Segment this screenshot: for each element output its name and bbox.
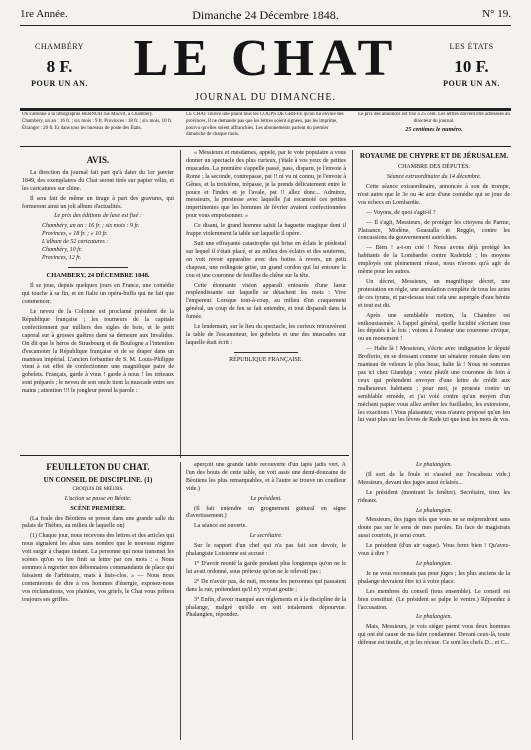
feuilleton-title: FEUILLETON DU CHAT. — [46, 462, 150, 472]
masthead-rule — [20, 108, 511, 111]
lower2-paragraph-5: 1° D'avoir monté la garde pendant plus longtemps qu'on ne le lui avait ordonné, sous prétexte qu'on ne le relevait pas ; — [186, 560, 346, 575]
feuilleton-column-1 — [22, 462, 174, 740]
chypre-subtitle: CHAMBRE DES DÉPUTÉS. — [398, 164, 470, 171]
col2-paragraph-5: Le lendemain, sur le lieu du spectacle, les curieux retrouvèrent la table de l'escamoteur, les gobelets et une des muscades sur laquelle était écrit : — [186, 324, 346, 346]
lower3-paragraph-3: Messieurs, des juges tels que vous ne se méprendront sans doute pas sur le sens de mes paroles. En face de magistrats aussi courtois, je serai court. — [358, 517, 510, 540]
lower3-paragraph-5: Je ne vous reconnais pas pour juges ; les plus anciens de la phalange devraient être ici à votre place. — [358, 570, 510, 585]
feuilleton-setting: L'action se passe en Béotie. — [64, 495, 132, 502]
lower2-paragraph-6: 2° De n'avoir pas, de nuit, reconnu les personnes qui passaient dans la rue, prétendant qu'il n'y voyait goutte ; — [186, 578, 346, 593]
col3-paragraph-5: Un décret, Messieurs, un magnifique décret, une protestation en règle, une annulation complète de tous les actes de ces tyrans, et par-dessus tout cela une aspergée d'eau bénite et tout est dit. — [358, 279, 510, 309]
chambery-paragraph-2: Le neveu de la Colonne est proclamé président de la République française ; les tourneurs de la capitale confectionnent par milliers des sigles de bois, et le petit caporal sur à grosses guêtres dans sa demeure aux Invalides. On dit que le héros de Strasbourg et de Boulogne a l'intention d'escamoter la République française et de se draper dans un manteau impérial. L'ancien forbantier de S. M. Louis-Philippe vient à cet effet de confectionner une magnifique paire de gobelets. Français, garde à vous ! garde à nous ! les tréteaux sont préparés ; le neveu de son oncle tient la muscade entre ses mains ; attention !!! le jongleur prend la parole : — [22, 309, 174, 395]
issue-year: 1re Année. — [20, 8, 68, 20]
separator — [68, 267, 129, 268]
column-divider-1 — [180, 150, 181, 458]
column-3 — [358, 150, 510, 458]
lower3-paragraph-6: Les membres du conseil (tous ensemble). Le conseil est bien constitué. (Le président se palpe le ventre.) Répondez à l'accusation. — [358, 588, 510, 611]
col3-paragraph-3: — Il s'agit, Messieurs, de protéger les citoyens de Parme, Plaisance, Modène, Guastalla et Reggio, contre les concussions du gouvernement autrichien. — [358, 219, 510, 242]
masthead-title: LE CHAT — [133, 30, 398, 87]
info-single-price: 25 centimes le numéro. — [405, 126, 463, 133]
info-announcements-text: Le prix des annonces est fixé à 25 cent. Les lettres doivent être adressées au directeur du journal. — [358, 112, 510, 124]
speaker-phalangien: Le phalangien. — [416, 560, 452, 567]
issue-number: N° 19. — [482, 8, 511, 20]
col3-paragraph-2: — Voyons, de quoi s'agit-il ? — [366, 209, 436, 216]
price-right — [434, 42, 509, 88]
separator — [234, 352, 298, 353]
lower2-paragraph-1: aperçoit une grande table recouverte d'un tapis jadis vert. A l'un des bouts de cette table, on voit assis une demi-douzaine de Béotiens les plus remarquables, et à l'autre se trouve un coudieur vide.) — [186, 462, 346, 492]
speaker-president: Le président. — [250, 495, 282, 502]
info-subscription: On s'abonne à la lithographie BERNOD rue Macvrt, à Chambéry. Chambéry, un an : 16 fr. ; six mois : 9 fr. Provinces : 18 fr. ; six mois, 10 fr. Étranger : 20 fr. Et dans tous les bureaux de poste des États. — [22, 112, 173, 131]
speaker-secretaire: Le secrétaire. — [249, 533, 283, 540]
price-right-period: POUR UN AN. — [443, 79, 500, 88]
chambery-paragraph-1: Il se joue, depuis quelques jours en France, une comédie qui touche à sa fin, et en Italie un opéra-buffa qui ne fait que commencer. — [22, 283, 174, 306]
col3-paragraph-7: — Halte là ! Messieurs, s'écrie avec indignation le député Brofferio, en se dressant comme un sénateur romain dans son manteau de velours le plus beau, halte là ! Nous ne sommes pas ici chez Gianduja ; votez plutôt une couronne de foin à ceux qui prétendent envoyer d'une lettre de crédit aux malheureux habitants ; pour moi, je proteste contre un semblable remède, et j'ai voté contre qu'un moyen d'un méchant papier vous allez arrêter les fusillades, les extorsions, les exactions ! Vous plaisantez, vous n'aurez proposé qu'un feu lui vaut plus sur les lèvres de Rade tzi que tout les mots de vos. — [358, 346, 510, 424]
footnote: (1) Chaque jour, nous recevons des lettres et des articles qui nous signalent les abus sans nombre que le nouveau régime voit surgir à chaque instant. La personne qui nous transmet les scènes qu'on va lire finit sa lettre par ces mots : « Nous sommes à regretter nos débonnaires commandants de place qui faisaient de l'arbitraire, mais à huis-clos. » — Nous nous contenterons de dire à ces hommes d'énergie, exposez-nous vos réclamations, vos plaintes, vos griefs, le Chat vous prêtera toujours ses griffes. — [22, 533, 174, 603]
chambery-title: CHAMBERY, 24 DÉCEMBRE 1848. — [46, 271, 150, 279]
column-divider-2 — [352, 150, 353, 740]
masthead-subtitle: JOURNAL DU DIMANCHE. — [194, 92, 336, 103]
lower3-paragraph-7: Mais, Messieurs, je vois siéger parmi vous deux hommes qui ont été cause de ma faire condamner. Devant ceux-là, toute défense est inutile, et je les récuse. Ce sont les chefs D... et C... — [358, 624, 510, 647]
speaker-phalangien: Le phalangien. — [416, 614, 452, 621]
avis-paragraph-1: La direction du journal fait part qu'à dater du 1er janvier 1849, des exemplaires du Chat seront tirés sur papier vélin, et les caricatures sur chine. — [22, 169, 174, 192]
price-provinces: Provinces, « 18 fr. ; « 10 fr. — [42, 231, 108, 238]
issue-date: Dimanche 24 Décembre 1848. — [192, 8, 339, 22]
lower2-paragraph-2: (Il fait entendre un grognement guttural en signe d'avertissement.) — [186, 505, 346, 520]
header-line — [20, 8, 511, 22]
chypre-title: ROYAUME DE CHYPRE ET DE JÉRUSALEM. — [359, 152, 509, 160]
lower3-paragraph-2: Le président (montrant la fenêtre). Secrétaire, tirez les rideaux. — [358, 489, 510, 504]
speaker-phalangien: Le phalangien. — [416, 462, 452, 468]
col2-paragraph-4: Cette étonnante vision apparaît entourée d'une lueur resplendissante sur laquelle se détachent les mots : Vive l'empereur. Lorsque tout-à-coup, au milieu d'un craquement général, un coup de feu se fait entendre, et tout disparaît dans la fumée. — [186, 282, 346, 321]
lower2-paragraph-4: Sur le rapport d'un chef qui n'a pas fait son devoir, le phalangiste Loisienne est accusé : — [186, 543, 346, 558]
lower3-paragraph-1: (Il sort de la foule et s'assied sur l'escabeau vide.) Messieurs, devant des juges aussi éclairés... — [358, 471, 510, 486]
album-title: L'album de 52 caricatures : — [42, 239, 109, 246]
col3-paragraph-6: Après une semblable motion, la Chambre est enthousiasmée. A l'appel général, quelle lucidité s'écriant tous les députés à la fois ; votons à l'orateur une couronne civique, ou un monument ! — [358, 312, 510, 343]
republique-francaise: RÉPUBLIQUE FRANÇAISE. — [229, 356, 303, 363]
top-rule — [20, 25, 511, 26]
col2-paragraph-3: Suit une effrayante catastrophe qui brise en éclats le piédestal sur lequel il s'était placé, et au milieu des éclairs et des souterres, on voit revoir apparaître avec des bottes à revers, un petit chapeau, une redingote grise, un grand cordon qui lui entoure le cou et une couronne de feuilles de chêne sur la tête. — [186, 240, 346, 279]
info-rule — [20, 146, 511, 147]
info-announcements — [358, 112, 510, 142]
album-chambery: Chambéry, 10 fr. — [42, 247, 83, 254]
col2-paragraph-1: « Messieurs et mesdames, appelé, par le vote populaire à vous donner un spectacle des plus curieux, j'étale à vos yeux de petites muscades. La première s'appelle passé, pass, disparu, je l'envoie à Rome ; la seconde, contrepasse, pst !! ni vu ni connu, je l'envoie à Gênes, et la troisième, trépasse, je la prends délicatement entre le pouce et l'index et je l'avale, pst !! allez donc... Admirez, messieurs, la prestesse avec laquelle j'ai escamoté ces petites impertinentes que les hommes de février avaient confectionnées pour vous empoisonner. » — [186, 150, 346, 220]
lower2-paragraph-7: 3° Enfin, d'avoir manqué aux règlements et à la discipline de la phalange, malgré qu'elle en soit totalement dépourvue. Phalangien, répondez. — [186, 596, 346, 619]
column-1 — [22, 150, 174, 458]
price-right-amount: 10 F. — [454, 57, 489, 76]
prices-title: Le prix des éditions de luxe est fixé : — [54, 213, 142, 220]
chypre-session: Séance extraordinaire du 14 décembre. — [386, 174, 482, 181]
col2-paragraph-2: Ce disant, le grand homme saisit la baguette magique dont il frappe violemment la table sur laquelle il opère. — [186, 223, 346, 238]
feuilleton-subtitle: UN CONSEIL DE DISCIPLINE. (1) — [43, 475, 153, 484]
feuilleton-column-2 — [186, 462, 346, 740]
lower3-paragraph-4: Le président (d'un air vague). Vous ferez bien ! Qu'avez-vous à dire ? — [358, 543, 510, 558]
column-2 — [186, 150, 346, 458]
feuilleton-subtitle-2: CROQUIS DE MŒURS. — [72, 487, 124, 493]
feuilleton-column-3 — [358, 462, 510, 740]
lower2-paragraph-3: La séance est ouverte. — [194, 523, 247, 530]
col3-paragraph-1: Cette séance extraordinaire, annoncée à son de trompe, n'est autre que le 3e ou 4e acte d'une comédie qui se joue de vos échecs en Lombardie. — [358, 184, 510, 206]
album-provinces: Provinces, 12 fr. — [42, 254, 82, 261]
feuilleton-rule — [20, 455, 349, 456]
lower-divider-1 — [180, 462, 181, 740]
price-left-period: POUR UN AN. — [31, 79, 88, 88]
scene-stage-direction: (La foule des Béotiens se presse dans une grande salle du palais de Thèbes, au milieu de laquelle on) — [22, 515, 174, 530]
price-left-amount: 8 F. — [46, 57, 73, 76]
price-chambery: Chambéry, un an : 16 fr. ; six mois : 9 fr. — [42, 223, 140, 230]
speaker-phalangien: Le phalangien. — [416, 507, 452, 514]
col3-paragraph-4: — Bien ! a-t-on crié ! Nous avons déjà protégé les habitants de la Lombardie contre Radetzki ; les moyens employés ont pleinement réussi, nous n'avons qu'à agir de même pour les autres. — [358, 245, 510, 276]
avis-title: AVIS. — [86, 155, 110, 165]
price-left-label: CHAMBÉRY — [35, 42, 84, 51]
info-notice: LE CHAT couvre une plaint tous les COUPS DE GRIFFE qu'on lui envoie des provinces. Il ne demande pas que les lettres soient signées, pas les imprime, pourvu qu'elles soient affranchies. Les abonnements partent du premier dimanche de chaque mois. — [186, 112, 344, 138]
scene-title: SCÈNE PREMIÈRE. — [70, 505, 126, 512]
price-right-label: LES ÉTATS — [449, 42, 494, 51]
avis-paragraph-2: Il sera fait de même un tirage à part des gravures, qui formeront ainsi un joli album d'actualités. — [22, 195, 174, 210]
